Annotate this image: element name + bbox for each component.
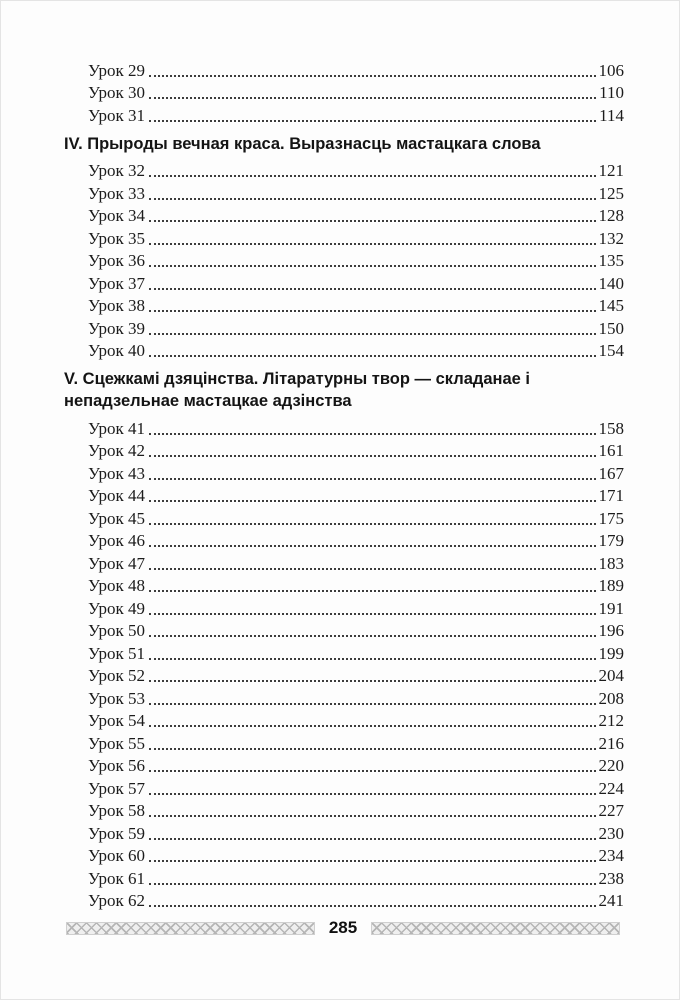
dot-leader [149, 198, 595, 200]
dot-leader [149, 243, 595, 245]
page-footer [66, 918, 620, 938]
toc-entry-label: Урок 38 [88, 296, 146, 315]
toc-entry-label: Урок 37 [88, 273, 146, 293]
toc-entry-label: Урок 51 [88, 643, 146, 663]
toc-entry-label: Урок 47 [88, 553, 146, 573]
dot-leader [149, 310, 595, 312]
toc-entry [64, 103, 624, 126]
toc-entry-page: 167 [598, 463, 624, 483]
toc-entry-page: 150 [598, 318, 624, 338]
decorative-border-right [371, 922, 620, 935]
toc-entry [64, 181, 624, 204]
toc-entry [64, 58, 624, 81]
dot-leader [149, 905, 595, 907]
toc-entry-page: 154 [598, 341, 624, 360]
dot-leader [149, 883, 595, 885]
toc-entry [64, 159, 624, 182]
dot-leader [149, 613, 595, 615]
toc-entry [64, 731, 624, 754]
toc-entry-page: 179 [598, 531, 624, 550]
section-heading: V. Сцежкамі дзяцінства. Літаратурны твор — складанае і непадзельнае мастацкае адзінства [64, 370, 531, 410]
toc-entry-label: Урок 53 [88, 688, 146, 708]
toc-entry [64, 484, 624, 507]
toc-entry-label: Урок 42 [88, 441, 146, 460]
toc-entry-label: Урок 43 [88, 463, 146, 483]
toc-entry-label: Урок 57 [88, 778, 146, 798]
toc-entry [64, 799, 624, 822]
dot-leader [149, 590, 595, 592]
toc-entry [64, 596, 624, 619]
toc-entry-page: 140 [598, 273, 624, 293]
toc-entry-page: 106 [598, 60, 624, 80]
dot-leader [149, 433, 595, 435]
toc-entry-label: Урок 60 [88, 846, 146, 865]
toc-entry-page: 189 [598, 576, 624, 595]
page-number: 285 [328, 918, 358, 937]
toc-entry-label: Урок 46 [88, 531, 146, 550]
toc-entry-label: Урок 32 [88, 161, 146, 180]
toc-entry [64, 294, 624, 317]
toc-section [64, 133, 624, 362]
dot-leader [149, 658, 595, 660]
dot-leader [149, 748, 595, 750]
toc-entry-label: Урок 62 [88, 891, 146, 910]
toc-entry-label: Урок 29 [88, 60, 146, 80]
toc-entry-label: Урок 56 [88, 756, 146, 775]
toc-entry [64, 821, 624, 844]
toc-section [64, 58, 624, 126]
toc-entry-page: 171 [598, 486, 624, 505]
dot-leader [149, 815, 595, 817]
toc-entry-page: 158 [598, 418, 624, 438]
toc-entry [64, 271, 624, 294]
toc-entry-page: 114 [599, 105, 624, 125]
section-heading: IV. Прыроды вечная краса. Выразнасць мастацкага слова [64, 134, 541, 153]
toc-entry [64, 754, 624, 777]
toc-entry-page: 224 [598, 778, 624, 798]
toc-entry-page: 110 [599, 83, 624, 102]
toc-entry-label: Урок 36 [88, 251, 146, 270]
toc-list [64, 159, 624, 362]
toc-entry-page: 208 [598, 688, 624, 708]
dot-leader [149, 97, 596, 99]
dot-leader [149, 220, 595, 222]
dot-leader [149, 288, 595, 290]
toc-entry [64, 641, 624, 664]
dot-leader [149, 703, 595, 705]
dot-leader [149, 455, 595, 457]
toc-entry-label: Урок 52 [88, 666, 146, 685]
toc-entry-page: 183 [598, 553, 624, 573]
toc-entry-label: Урок 40 [88, 341, 146, 360]
toc-entry [64, 664, 624, 687]
toc-entry-page: 220 [598, 756, 624, 775]
toc-entry [64, 889, 624, 912]
dot-leader [149, 793, 595, 795]
toc-entry-page: 196 [598, 621, 624, 640]
toc-entry [64, 204, 624, 227]
toc-entry [64, 506, 624, 529]
dot-leader [149, 568, 595, 570]
toc-entry-label: Урок 61 [88, 868, 146, 888]
toc-entry-page: 128 [598, 206, 624, 225]
toc-entry [64, 866, 624, 889]
toc-entry-label: Урок 39 [88, 318, 146, 338]
toc-entry [64, 619, 624, 642]
toc-entry-label: Урок 33 [88, 183, 146, 203]
toc-entry [64, 416, 624, 439]
dot-leader [149, 500, 595, 502]
toc-entry [64, 551, 624, 574]
toc-entry [64, 574, 624, 597]
toc-entry-page: 145 [598, 296, 624, 315]
decorative-border-left [66, 922, 315, 935]
toc-entry [64, 226, 624, 249]
toc-entry-page: 191 [598, 598, 624, 618]
toc-list [64, 416, 624, 911]
dot-leader [149, 725, 595, 727]
toc-entry-page: 216 [598, 733, 624, 753]
dot-leader [149, 635, 595, 637]
toc-entry [64, 686, 624, 709]
toc-entry-label: Урок 55 [88, 733, 146, 753]
dot-leader [149, 545, 595, 547]
toc-entry-page: 230 [598, 823, 624, 843]
toc-entry-label: Урок 50 [88, 621, 146, 640]
dot-leader [149, 175, 595, 177]
toc-entry-label: Урок 48 [88, 576, 146, 595]
dot-leader [149, 355, 595, 357]
toc-entry-label: Урок 44 [88, 486, 146, 505]
toc-entry-page: 175 [598, 508, 624, 528]
toc-entry [64, 339, 624, 362]
dot-leader [149, 838, 595, 840]
toc-entry-page: 132 [598, 228, 624, 248]
dot-leader [149, 265, 595, 267]
toc-entry [64, 249, 624, 272]
dot-leader [149, 860, 595, 862]
toc-entry-page: 121 [598, 161, 624, 180]
toc-entry [64, 776, 624, 799]
dot-leader [149, 680, 595, 682]
toc-entry [64, 439, 624, 462]
dot-leader [149, 478, 595, 480]
toc [64, 58, 624, 911]
toc-entry-page: 161 [598, 441, 624, 460]
dot-leader [149, 120, 596, 122]
toc-entry-page: 199 [598, 643, 624, 663]
toc-entry [64, 844, 624, 867]
toc-entry-label: Урок 34 [88, 206, 146, 225]
toc-entry-label: Урок 31 [88, 105, 146, 125]
toc-entry-label: Урок 59 [88, 823, 146, 843]
toc-entry-label: Урок 30 [88, 83, 146, 102]
dot-leader [149, 523, 595, 525]
toc-entry-page: 234 [598, 846, 624, 865]
toc-entry-page: 204 [598, 666, 624, 685]
dot-leader [149, 770, 595, 772]
toc-entry [64, 529, 624, 552]
toc-entry [64, 461, 624, 484]
toc-entry-label: Урок 35 [88, 228, 146, 248]
toc-entry-label: Урок 54 [88, 711, 146, 730]
toc-entry [64, 81, 624, 104]
toc-entry [64, 316, 624, 339]
toc-section [64, 368, 624, 911]
toc-entry-page: 241 [598, 891, 624, 910]
dot-leader [149, 333, 595, 335]
toc-entry-page: 238 [598, 868, 624, 888]
toc-entry-page: 135 [598, 251, 624, 270]
toc-entry-label: Урок 58 [88, 801, 146, 820]
toc-entry [64, 709, 624, 732]
toc-entry-page: 212 [598, 711, 624, 730]
dot-leader [149, 75, 595, 77]
toc-entry-label: Урок 41 [88, 418, 146, 438]
toc-entry-label: Урок 45 [88, 508, 146, 528]
toc-entry-label: Урок 49 [88, 598, 146, 618]
toc-list [64, 58, 624, 126]
toc-entry-page: 227 [598, 801, 624, 820]
toc-entry-page: 125 [598, 183, 624, 203]
